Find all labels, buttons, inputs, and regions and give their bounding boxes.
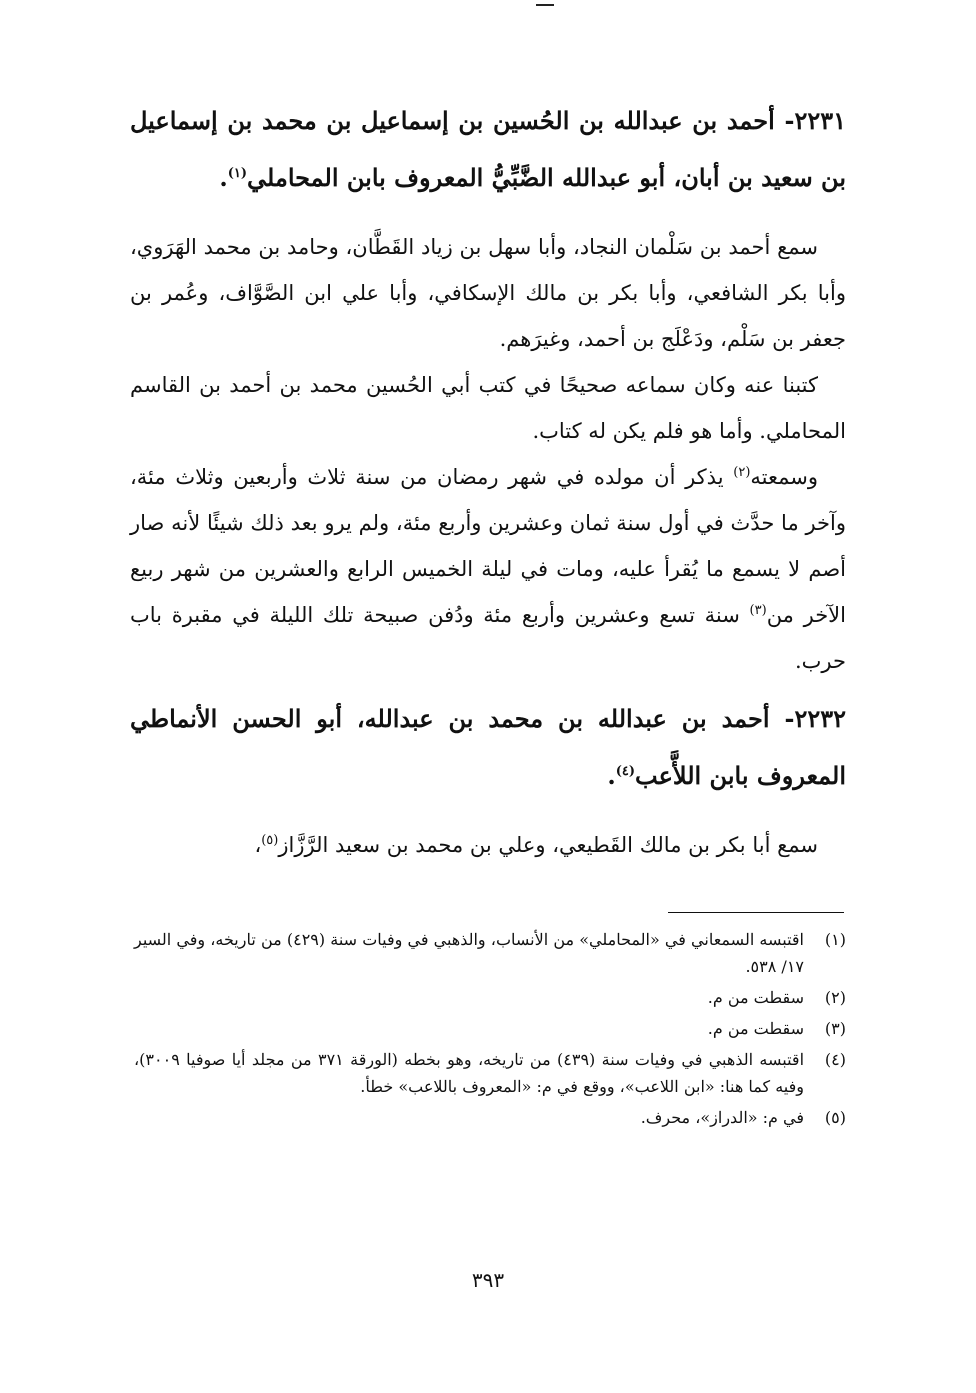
entry-heading-2231 [130, 92, 846, 206]
main-text [130, 92, 846, 868]
footnote-divider [668, 912, 844, 913]
footnote-ref: (٤) [615, 764, 636, 779]
footnote [134, 1046, 846, 1100]
footnote-number: (٢) [824, 988, 846, 1007]
footnote-text: اقتبسه الذهبي في وفيات سنة (٤٣٩) من تاريخه، وهو بخطه (الورقة ٣٧١ من مجلد أيا صوفيا ٣٠٠٩)، وفيه كما هنا: «ابن اللاعب»، ووقع في م: «المعروف باللاعب» خطأ. [134, 1050, 805, 1096]
footnote-ref: (٣) [749, 603, 767, 618]
footnote [134, 984, 846, 1011]
footnote [134, 926, 846, 980]
footnote-number: (٣) [824, 1019, 846, 1038]
footnote-number: (٥) [824, 1108, 846, 1127]
entry-heading-text: أحمد بن عبدالله بن محمد بن عبدالله، أبو الحسن الأنماطي المعروف بابن اللأَّعب [130, 704, 846, 790]
footnote-ref: (١) [227, 166, 248, 181]
heading-end: . [219, 163, 228, 192]
entry-heading-text: أحمد بن عبدالله بن الحُسين بن إسماعيل بن محمد بن إسماعيل بن سعيد بن أبان، أبو عبدالله الضَّبِّيُّ المعروف بابن المحاملي [130, 106, 846, 192]
footnote-ref: (٥) [261, 833, 279, 848]
page-number: ٣٩٣ [471, 1268, 505, 1292]
footnote-number: (٤) [824, 1050, 846, 1069]
footnote-text: سقطت من م. [707, 1019, 804, 1038]
paragraph [130, 224, 846, 362]
paragraph [130, 362, 846, 454]
paragraph-text: وسمعته [750, 465, 818, 489]
footnote-text: في م: «الدراز»، محرف. [640, 1108, 804, 1127]
top-margin-mark [536, 4, 554, 6]
paragraph-text: سمع أبا بكر بن مالك القَطيعي، وعلي بن محمد بن سعيد الرَّزَّاز [278, 833, 818, 857]
footnote [134, 1104, 846, 1131]
paragraph-text: سمع أحمد بن سَلْمان النجاد، وأبا سهل بن زياد القَطَّان، وحامد بن محمد الهَرَوي، وأبا بكر الشافعي، وأبا بكر بن مالك الإسكافي، وأبا علي ابن الصَّوَّاف، وعُمر بن جعفر بن سَلْم، ودَعْلَج بن أحمد، وغيرَهم. [130, 235, 846, 351]
entry-number: ٢٢٣١- [784, 106, 846, 135]
entry-heading-2232 [130, 690, 846, 804]
paragraph-text: ، [254, 833, 262, 857]
paragraph-text: كتبنا عنه وكان سماعه صحيحًا في كتب أبي الحُسين محمد بن أحمد بن القاسم المحاملي. وأما هو فلم يكن له كتاب. [130, 373, 846, 443]
footnote-text: سقطت من م. [707, 988, 804, 1007]
footnote-number: (١) [824, 930, 846, 949]
footnote-text: اقتبسه السمعاني في «المحاملي» من الأنساب، والذهبي في وفيات سنة (٤٢٩) من تاريخه، وفي السير ١٧/ ٥٣٨. [134, 930, 805, 976]
entry-number: ٢٢٣٢- [784, 704, 846, 733]
paragraph [130, 822, 846, 868]
footnote [134, 1015, 846, 1042]
footnote-ref: (٢) [733, 465, 751, 480]
paragraph [130, 454, 846, 684]
heading-end: . [607, 761, 616, 790]
paragraph-text: سنة تسع وعشرين وأربع مئة ودُفن صبيحة تلك الليلة في مقبرة باب حرب. [130, 603, 846, 673]
paragraph-text: يذكر أن مولده في شهر رمضان من سنة ثلاث وأربعين وثلاث مئة، وآخر ما حدَّث في أول سنة ثمان وعشرين وأربع مئة، ولم يرو بعد ذلك شيئًا لأنه صار أصم لا يسمع ما يُقرأ عليه، ومات في ليلة الخميس الرابع والعشرين من شهر ربيع الآخر من [130, 465, 846, 627]
footnotes [134, 926, 846, 1135]
